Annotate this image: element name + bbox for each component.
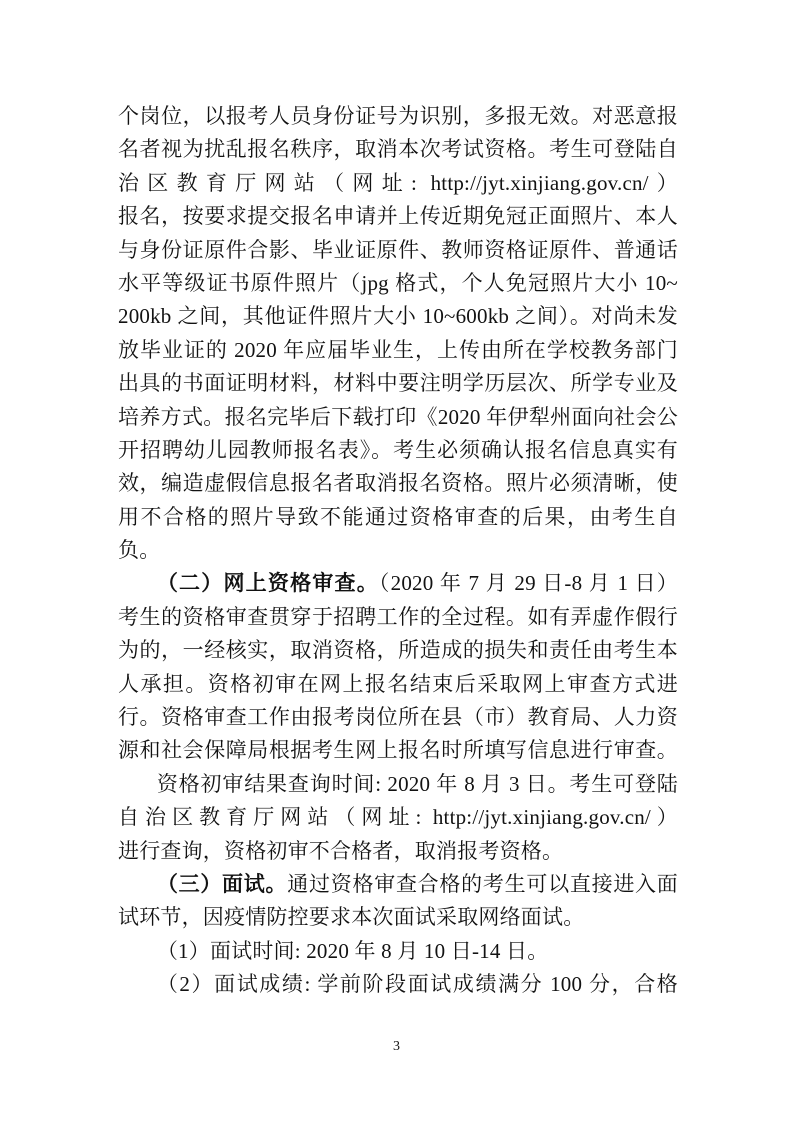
text-segment: 与身份证原件合影、毕业证原件、教师资格证原件、普通话	[118, 237, 678, 262]
document-line	[118, 634, 678, 667]
text-segment: 源和社会保障局根据考生网上报名时所填写信息进行审查。	[118, 738, 678, 763]
document-line	[118, 701, 678, 734]
text-segment: （2）面试成绩: 学前阶段面试成绩满分 100 分，合格	[156, 972, 678, 997]
text-segment: 为的，一经核实，取消资格，所造成的损失和责任由考生本	[118, 638, 678, 663]
document-line	[118, 133, 678, 166]
document-line	[118, 534, 678, 567]
text-segment: 培养方式。报名完毕后下载打印《2020 年伊犁州面向社会公	[118, 404, 678, 429]
document-line	[118, 100, 678, 133]
text-segment: 考生的资格审查贯穿于招聘工作的全过程。如有弄虚作假行	[118, 604, 678, 629]
text-segment: 通过资格审查合格的考生可以直接进入面	[287, 871, 678, 896]
document-line	[118, 901, 678, 934]
text-segment: 200kb 之间，其他证件照片大小 10~600kb 之间）。对尚未发	[118, 304, 678, 329]
text-segment: 放毕业证的 2020 年应届毕业生，上传由所在学校教务部门	[118, 337, 678, 362]
document-line	[118, 467, 678, 500]
text-segment: （二）网上资格审查。	[156, 571, 379, 596]
document-line	[118, 434, 678, 467]
text-segment: 名者视为扰乱报名秩序，取消本次考试资格。考生可登陆自	[118, 137, 678, 162]
text-segment: 试环节，因疫情防控要求本次面试采取网络面试。	[118, 905, 585, 930]
document-line	[118, 334, 678, 367]
text-segment: 人承担。资格初审在网上报名结束后采取网上审查方式进	[118, 671, 678, 696]
document-line	[118, 501, 678, 534]
text-segment: 水平等级证书原件照片（jpg 格式，个人免冠照片大小 10~	[118, 270, 678, 295]
text-segment: （三）面试。	[156, 871, 288, 896]
text-segment: 自治区教育厅网站（网址: http://jyt.xinjiang.gov.cn/）	[118, 805, 678, 830]
text-segment: 资格初审结果查询时间: 2020 年 8 月 3 日。考生可登陆	[156, 771, 678, 796]
text-segment: 行。资格审查工作由报考岗位所在县（市）教育局、人力资	[118, 705, 678, 730]
document-line	[118, 401, 678, 434]
document-line	[118, 234, 678, 267]
text-segment: 治区教育厅网站（网址: http://jyt.xinjiang.gov.cn/）	[118, 170, 678, 195]
document-line	[118, 801, 678, 834]
text-segment: 进行查询，资格初审不合格者，取消报考资格。	[118, 838, 564, 863]
page-number: 3	[393, 1039, 400, 1054]
text-segment: 个岗位，以报考人员身份证号为识别，多报无效。对恶意报	[118, 104, 678, 128]
document-line	[118, 935, 678, 968]
document-line	[118, 968, 678, 1001]
document-line	[118, 167, 678, 200]
document-line	[118, 668, 678, 701]
document-line	[118, 734, 678, 767]
text-segment: 效，编造虚假信息报名者取消报名资格。照片必须清晰，使	[118, 471, 678, 496]
document-line	[118, 567, 678, 600]
document-line	[118, 601, 678, 634]
document-line	[118, 367, 678, 400]
text-segment: 用不合格的照片导致不能通过资格审查的后果，由考生自	[118, 504, 678, 529]
document-line	[118, 200, 678, 233]
document-line	[118, 768, 678, 801]
text-segment: 出具的书面证明材料，材料中要注明学历层次、所学专业及	[118, 371, 678, 396]
document-body	[118, 100, 678, 1002]
document-line	[118, 835, 678, 868]
document-line	[118, 300, 678, 333]
document-line	[118, 267, 678, 300]
text-segment: 开招聘幼儿园教师报名表》。考生必须确认报名信息真实有	[118, 437, 678, 462]
text-segment: （2020 年 7 月 29 日-8 月 1 日）	[378, 571, 679, 596]
text-segment: （1）面试时间: 2020 年 8 月 10 日-14 日。	[156, 938, 549, 963]
document-line	[118, 868, 678, 901]
text-segment: 负。	[118, 538, 161, 563]
text-segment: 报名，按要求提交报名申请并上传近期免冠正面照片、本人	[118, 204, 678, 229]
